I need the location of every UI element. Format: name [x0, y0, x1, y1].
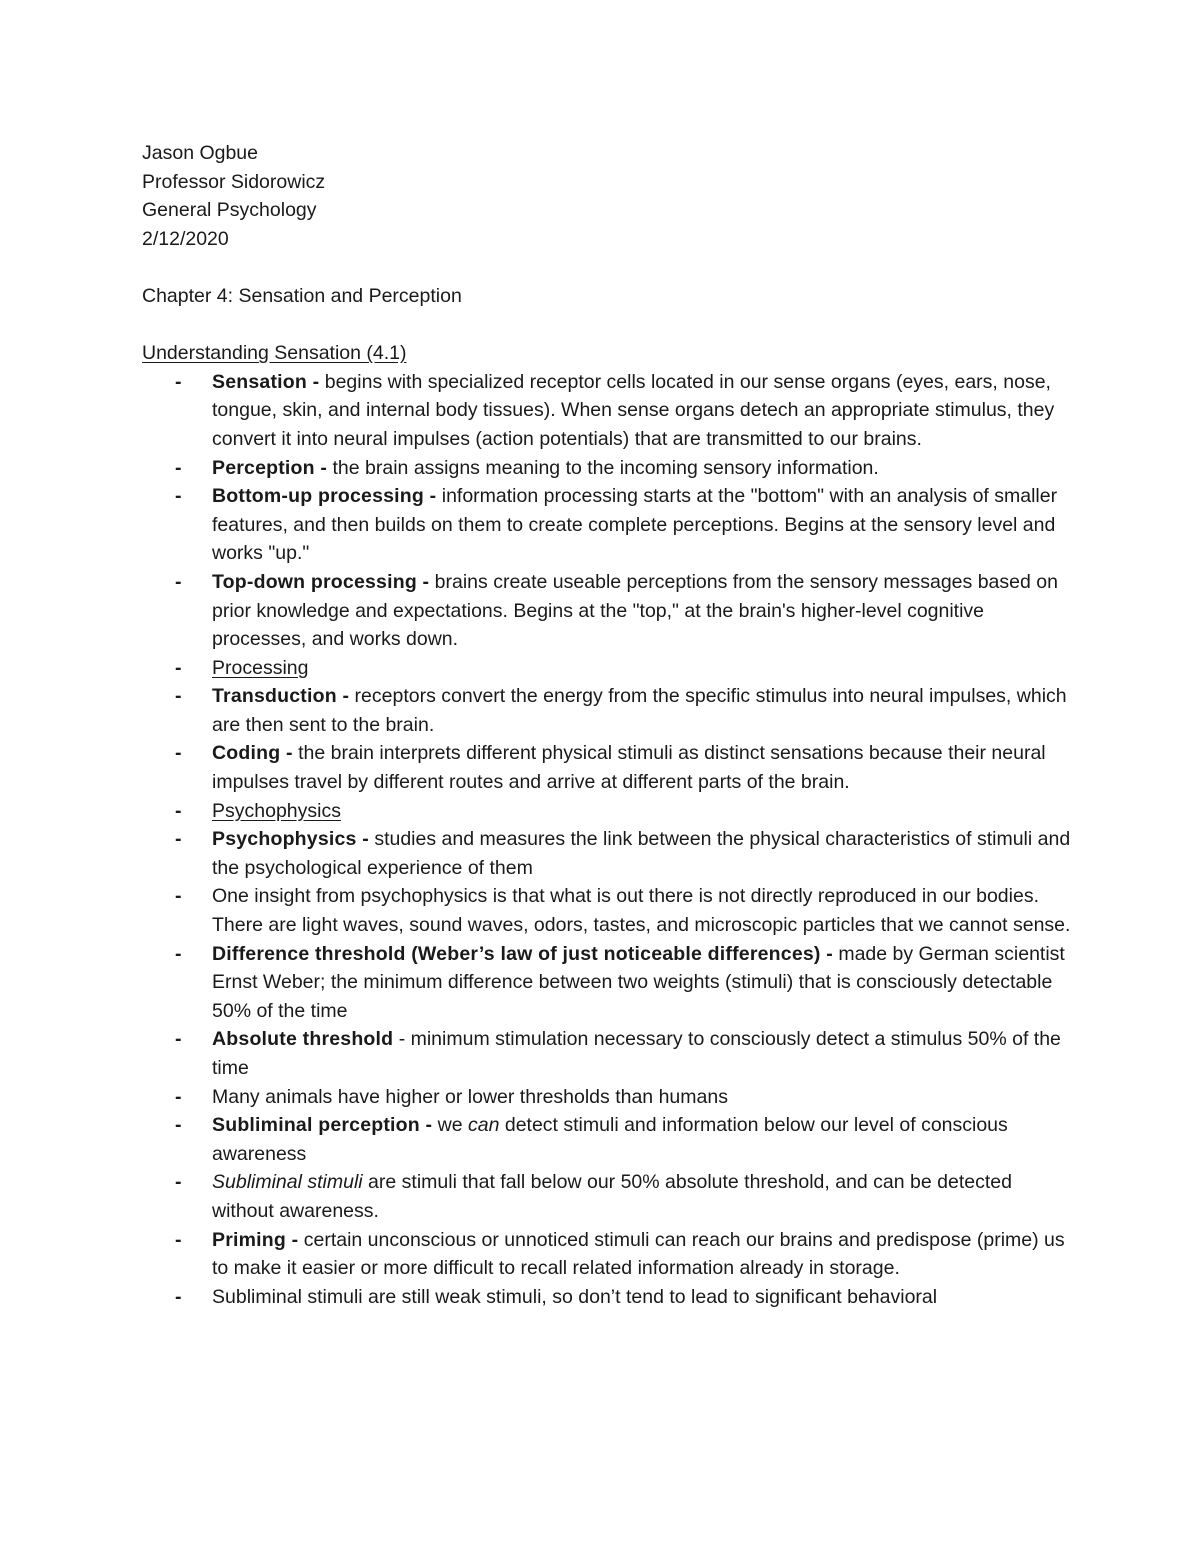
- item-term: Priming -: [212, 1228, 299, 1251]
- item-text: Many animals have higher or lower thresholds than humans: [212, 1085, 728, 1108]
- dash-bullet: -: [175, 685, 182, 708]
- item-text: studies and measures the link between the physical characteristics of stimuli and the psychological experience of them: [212, 828, 1071, 879]
- list-item: [142, 1226, 1072, 1283]
- list-item: [142, 1168, 1072, 1225]
- dash-bullet: -: [175, 1171, 182, 1194]
- blank-line: [142, 311, 1072, 340]
- item-text: detect stimuli and information below our level of conscious awareness: [212, 1114, 1008, 1165]
- course-name: General Psychology: [142, 199, 317, 222]
- list-item: [142, 682, 1072, 739]
- list-item: [142, 825, 1072, 882]
- item-emphasis: can: [467, 1114, 500, 1137]
- item-term: Coding -: [212, 742, 293, 765]
- blank-line: [142, 253, 1072, 282]
- list-item: [142, 739, 1072, 796]
- item-term: Sensation -: [212, 370, 320, 393]
- item-term: Transduction -: [212, 685, 350, 708]
- chapter-title: Chapter 4: Sensation and Perception: [142, 284, 462, 307]
- subsection-heading: Processing: [212, 656, 309, 679]
- item-term: Top-down processing -: [212, 570, 430, 593]
- item-text: the brain interprets different physical stimuli as distinct sensations because their neural impulses travel by different routes and arrive at different parts of the brain.: [212, 742, 1046, 794]
- document-date: 2/12/2020: [142, 227, 229, 250]
- dash-bullet: -: [175, 828, 182, 851]
- dash-bullet: -: [175, 1028, 182, 1051]
- item-text: receptors convert the energy from the specific stimulus into neural impulses, which are then sent to the brain.: [212, 685, 1067, 736]
- dash-bullet: -: [175, 1285, 182, 1308]
- list-item: [142, 654, 1072, 683]
- dash-bullet: -: [175, 799, 182, 822]
- item-text: - minimum stimulation necessary to consciously detect a stimulus 50% of the time: [212, 1028, 1061, 1079]
- author-name: Jason Ogbue: [142, 142, 259, 164]
- item-term: Perception -: [212, 456, 328, 479]
- list-item: [142, 1083, 1072, 1112]
- dash-bullet: -: [175, 1114, 182, 1137]
- item-term: Absolute threshold: [212, 1028, 394, 1051]
- professor-name: Professor Sidorowicz: [142, 170, 326, 193]
- item-text: brains create useable perceptions from the sensory messages based on prior knowledge and expectations. Begins at the "top," at the brain's higher-level cognitive processes, and works down.: [212, 570, 1058, 651]
- list-item: [142, 368, 1072, 454]
- list-item: [142, 797, 1072, 826]
- item-term: Bottom-up processing -: [212, 485, 437, 508]
- subsection-heading: Psychophysics: [212, 799, 341, 822]
- document-page: [142, 139, 1072, 1311]
- list-item: [142, 1111, 1072, 1168]
- item-term: Difference threshold (Weber’s law of just noticeable differences) -: [212, 942, 833, 965]
- section-heading: Understanding Sensation (4.1): [142, 342, 407, 365]
- item-text: Subliminal stimuli are still weak stimuli, so don’t tend to lead to significant behavioral: [212, 1285, 938, 1308]
- dash-bullet: -: [175, 885, 182, 908]
- dash-bullet: -: [175, 1228, 182, 1251]
- item-text: the brain assigns meaning to the incoming sensory information.: [327, 456, 879, 479]
- dash-bullet: -: [175, 456, 182, 479]
- item-text: certain unconscious or unnoticed stimuli can reach our brains and predispose (prime) us to make it easier or more difficult to recall related information already in storage.: [212, 1228, 1065, 1280]
- dash-bullet: -: [175, 570, 182, 593]
- list-item: [142, 568, 1072, 654]
- dash-bullet: -: [175, 1085, 182, 1108]
- bullet-list: [142, 368, 1072, 1312]
- list-item: [142, 454, 1072, 483]
- dash-bullet: -: [175, 656, 182, 679]
- item-text: begins with specialized receptor cells located in our sense organs (eyes, ears, nose, tongue, skin, and internal body tissues). When sense organs detech an appropriate stimulus, they convert it into neural impulses (action potentials) that are transmitted to our brains.: [212, 370, 1055, 450]
- dash-bullet: -: [175, 485, 182, 508]
- item-text: we: [432, 1114, 468, 1137]
- item-text: One insight from psychophysics is that what is out there is not directly reproduced in our bodies. There are light waves, sound waves, odors, tastes, and microscopic particles that we cannot sense.: [212, 885, 1071, 937]
- dash-bullet: -: [175, 742, 182, 765]
- item-text: are stimuli that fall below our 50% absolute threshold, and can be detected without awareness.: [212, 1171, 1012, 1222]
- list-item: [142, 1025, 1072, 1082]
- item-text: information processing starts at the "bottom" with an analysis of smaller features, and then builds on them to create complete perceptions. Begins at the sensory level and works "up.": [212, 485, 1058, 565]
- list-item: [142, 1283, 1072, 1312]
- dash-bullet: -: [175, 370, 182, 393]
- item-text: made by German scientist Ernst Weber; the minimum difference between two weights (stimuli) that is consciously detectable 50% of the time: [212, 942, 1065, 1022]
- item-term: Psychophysics -: [212, 828, 369, 851]
- list-item: [142, 940, 1072, 1026]
- dash-bullet: -: [175, 942, 182, 965]
- item-term: Subliminal perception -: [212, 1114, 433, 1137]
- list-item: [142, 482, 1072, 568]
- item-emphasis: Subliminal stimuli: [212, 1171, 363, 1194]
- list-item: [142, 882, 1072, 939]
